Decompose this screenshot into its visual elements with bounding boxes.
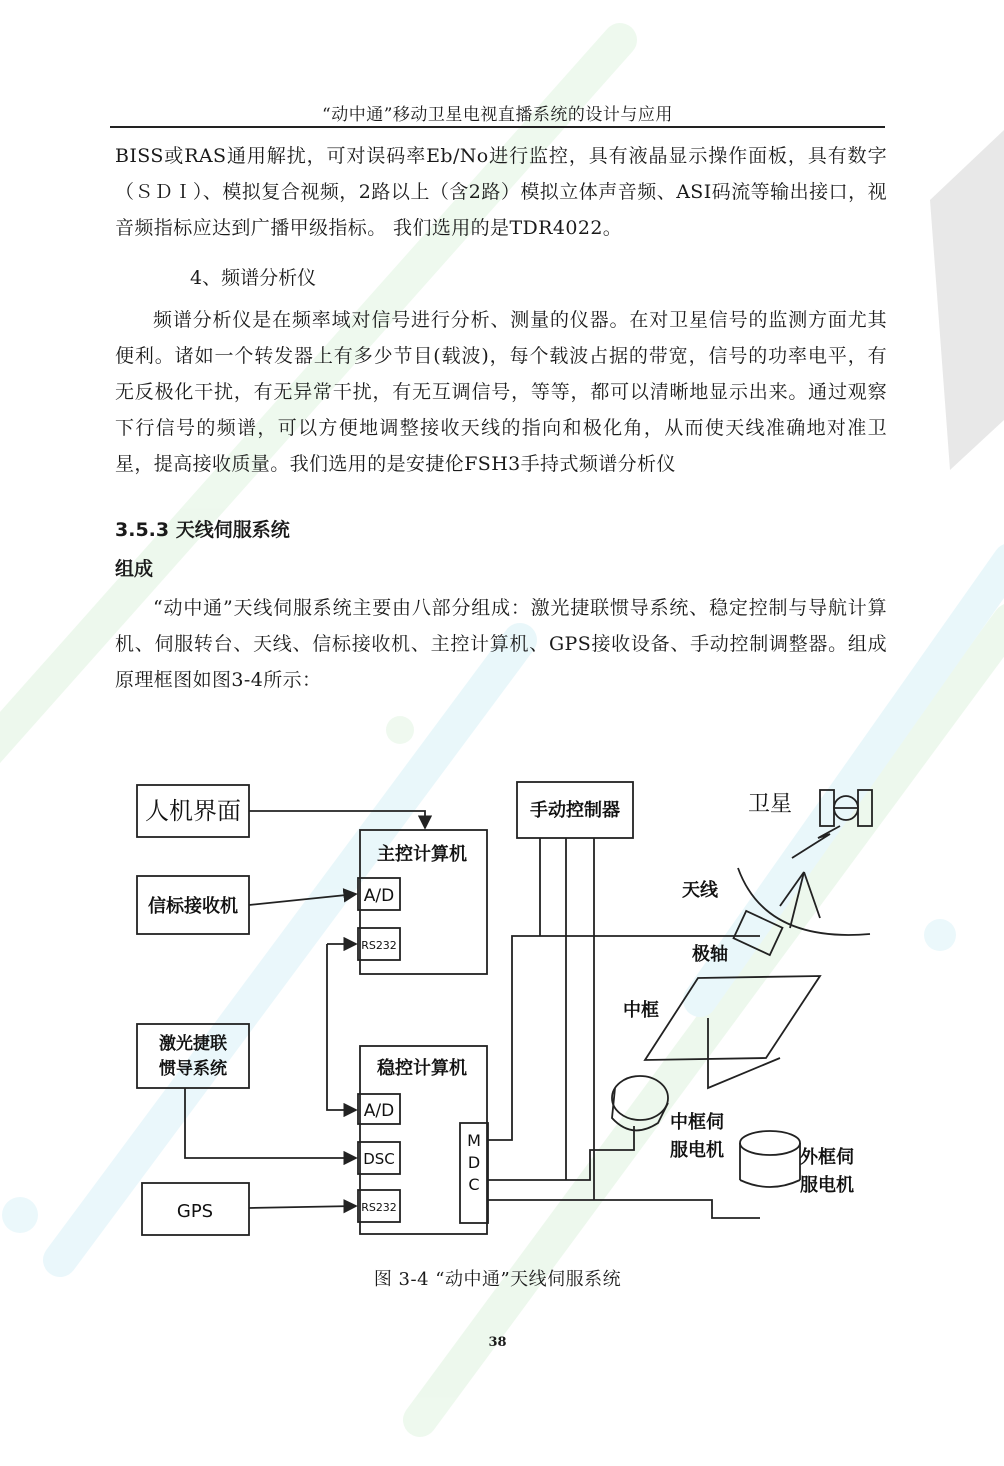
stab-computer-label: 稳控计算机 [377,1058,467,1079]
dsc-label: DSC [363,1150,395,1168]
middle-frame-label: 中框 [623,1000,659,1021]
main-rs232-label: RS232 [361,939,397,952]
figure-caption: 图 3-4 “动中通”天线伺服系统 [373,1269,622,1290]
manual-controller-label: 手动控制器 [530,800,620,821]
ins-label-line1: 激光捷联 [159,1034,227,1054]
satellite-label: 卫星 [748,792,793,817]
running-header: “动中通”移动卫星电视直播系统的设计与应用 [322,105,673,125]
antenna-label: 天线 [682,880,718,901]
main-ad-label: A/D [363,886,395,906]
figure-3-4 [120,768,890,1258]
polar-axis-label: 极轴 [692,944,728,965]
stab-ad-label: A/D [363,1101,395,1121]
page-number: 38 [488,1335,507,1350]
outer-servo-label-line2: 服电机 [800,1175,854,1196]
mdc-d-label: D [467,1153,481,1172]
mdc-m-label: M [467,1131,481,1150]
beacon-receiver-label: 信标接收机 [148,896,238,917]
outer-servo-label-line1: 外框伺 [800,1147,854,1168]
section-heading: 3.5.3 天线伺服系统 [115,519,290,541]
mdc-c-label: C [468,1175,480,1194]
mid-servo-label-line1: 中框伺 [670,1112,724,1133]
gps-label: GPS [176,1201,214,1222]
ins-label-line2: 惯导系统 [159,1059,227,1079]
item-title-spectrum-analyzer: 4、频谱分析仪 [190,267,317,289]
mid-servo-label-line2: 服电机 [670,1140,724,1161]
paragraph-decoder: BISS或RAS通用解扰，可对误码率Eb/No进行监控，具有液晶显示操作面板，具有数字（ＳＤＩ）、模拟复合视频，2路以上（含2路）模拟立体声音频、ASI码流等输出接口，视音频指标应达到广播甲级指标。 我们选用的是TDR4022。 [115,145,887,239]
subsection-heading: 组成 [115,558,154,580]
hmi-label: 人机界面 [145,797,241,825]
paragraph-spectrum-analyzer: 频谱分析仪是在频率域对信号进行分析、测量的仪器。在对卫星信号的监测方面尤其便利。诸如一个转发器上有多少节目(载波)，每个载波占据的带宽，信号的功率电平，有无反极化干扰，有无异常干扰，有无互调信号，等等，都可以清晰地显示出来。通过观察下行信号的频谱，可以方便地调整接收天线的指向和极化角，从而使天线准确地对准卫星，提高接收质量。我们选用的是安捷伦FSH3手持式频谱分析仪 [115,309,887,475]
stab-rs232-label: RS232 [361,1201,397,1214]
paragraph-composition: “动中通”天线伺服系统主要由八部分组成：激光捷联惯导系统、稳定控制与导航计算机、伺服转台、天线、信标接收机、主控计算机、GPS接收设备、手动控制调整器。组成原理框图如图3-4所示： [115,597,887,691]
main-computer-label: 主控计算机 [377,844,467,865]
header-rule [110,126,885,128]
